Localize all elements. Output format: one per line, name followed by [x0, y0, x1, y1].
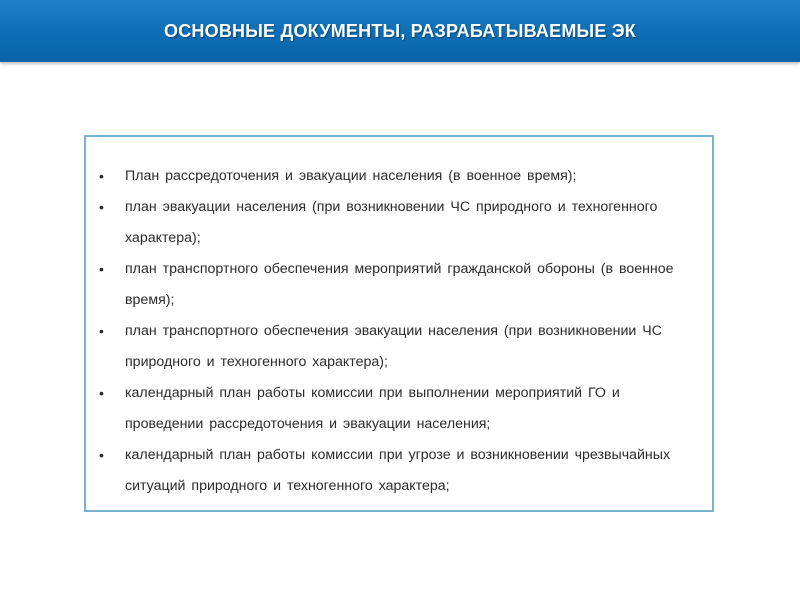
bullet-icon: • — [99, 199, 104, 215]
bullet-icon: • — [99, 168, 104, 184]
bullet-icon: • — [99, 261, 104, 277]
list-item — [86, 316, 712, 378]
list-item — [86, 440, 712, 502]
bullet-icon: • — [99, 447, 104, 463]
list-item — [86, 161, 712, 192]
list-item-text: план транспортного обеспечения мероприятий гражданской обороны (в военное время); — [125, 261, 674, 308]
list-item-text: календарный план работы комиссии при выполнении мероприятий ГО и проведении рассредоточения и эвакуации населения; — [125, 385, 620, 432]
list-item-text: календарный план работы комиссии при угрозе и возникновении чрезвычайных ситуаций природного и техногенного характера; — [125, 447, 671, 494]
list-item — [86, 254, 712, 316]
content-box — [84, 135, 714, 512]
list-item — [86, 192, 712, 254]
slide-title: ОСНОВНЫЕ ДОКУМЕНТЫ, РАЗРАБАТЫВАЕМЫЕ ЭК — [164, 21, 636, 41]
bullet-icon: • — [99, 323, 104, 339]
list-item — [86, 378, 712, 440]
bullet-icon: • — [99, 385, 104, 401]
list-item-text: план эвакуации населения (при возникновении ЧС природного и техногенного характера); — [125, 199, 658, 246]
document-list — [86, 161, 712, 502]
list-item-text: План рассредоточения и эвакуации населения (в военное время); — [125, 168, 577, 184]
list-item-text: план транспортного обеспечения эвакуации населения (при возникновении ЧС природного и техногенного характера); — [125, 323, 662, 370]
